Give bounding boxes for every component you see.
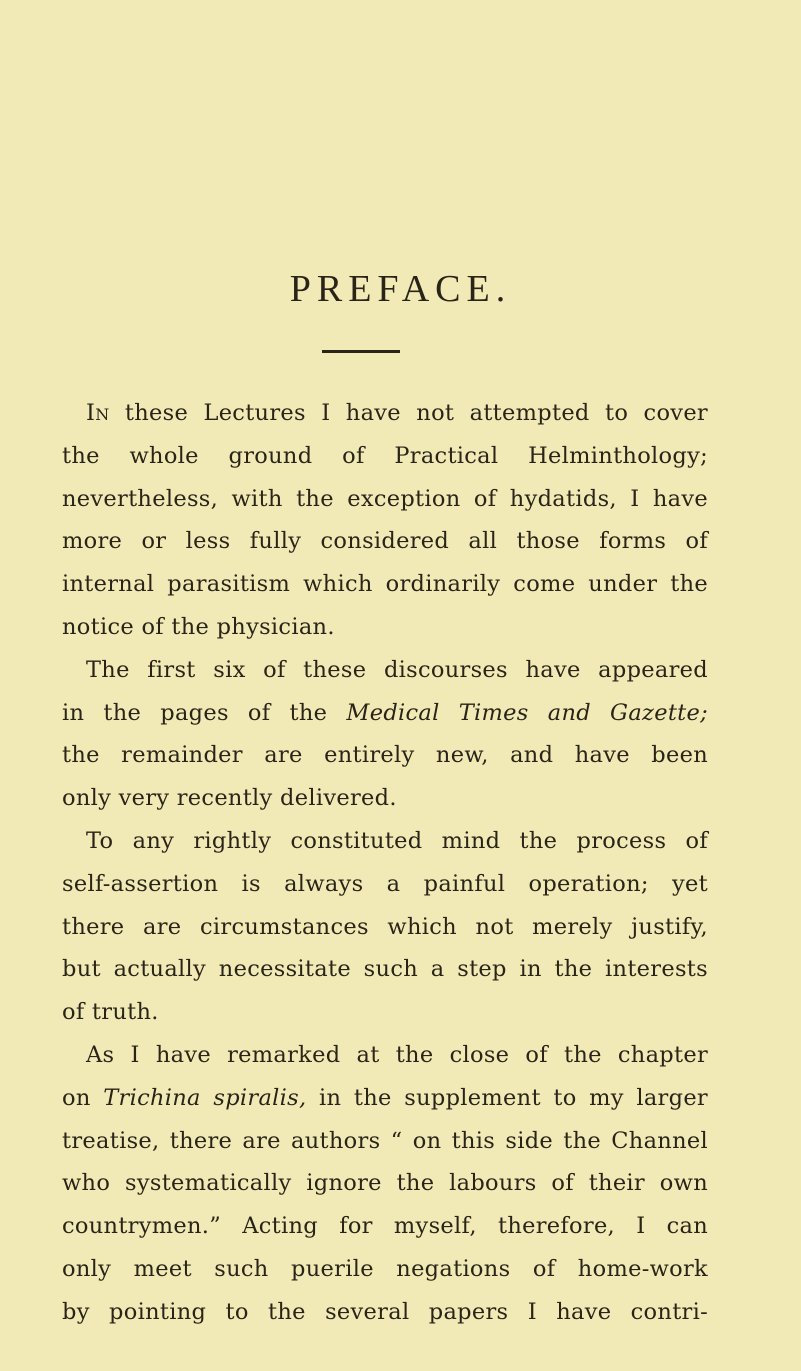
text-line — [62, 392, 708, 435]
text-line: only meet such puerile negations of home-work — [62, 1255, 708, 1282]
text-line: of truth. — [62, 999, 159, 1026]
text-line: but actually necessitate such a step in the interests — [62, 956, 708, 983]
text-line: nevertheless, with the exception of hydatids, I have — [62, 485, 708, 512]
line-text: in the pages of the — [62, 699, 347, 726]
text-line: the whole ground of Practical Helminthology; — [62, 442, 708, 469]
line-text: on — [62, 1084, 104, 1111]
line-text: in the supplement to my larger — [306, 1084, 708, 1111]
text-line: there are circumstances which not merely justify, — [62, 913, 708, 940]
text-line: notice of the physician. — [62, 613, 335, 640]
body-text — [62, 392, 708, 1334]
italic-title: Medical Times and Gazette; — [346, 699, 708, 726]
text-line: self-assertion is always a painful operation; yet — [62, 870, 708, 897]
text-line: more or less fully considered all those forms of — [62, 528, 708, 555]
page-title: PREFACE. — [289, 268, 512, 310]
text-line: only very recently delivered. — [62, 785, 397, 812]
text-line: who systematically ignore the labours of their own — [62, 1170, 708, 1197]
text-line: To any rightly constituted mind the process of — [86, 827, 708, 854]
text-line: the remainder are entirely new, and have been — [62, 742, 708, 769]
text-line: treatise, there are authors “ on this side the Channel — [62, 1127, 708, 1154]
text-line: countrymen.” Acting for myself, therefore, I can — [62, 1213, 708, 1240]
line-text: these Lectures I have not attempted to cover — [109, 400, 708, 426]
text-line — [62, 1077, 708, 1120]
text-line: The first six of these discourses have appeared — [86, 656, 708, 683]
text-line: by pointing to the several papers I have contri- — [62, 1298, 708, 1325]
drop-word: In — [86, 400, 110, 426]
italic-term: Trichina spiralis, — [103, 1084, 307, 1111]
text-line — [62, 692, 708, 735]
text-line: As I have remarked at the close of the chapter — [86, 1041, 708, 1068]
title-rule — [322, 350, 400, 353]
text-line: internal parasitism which ordinarily come under the — [62, 571, 708, 598]
